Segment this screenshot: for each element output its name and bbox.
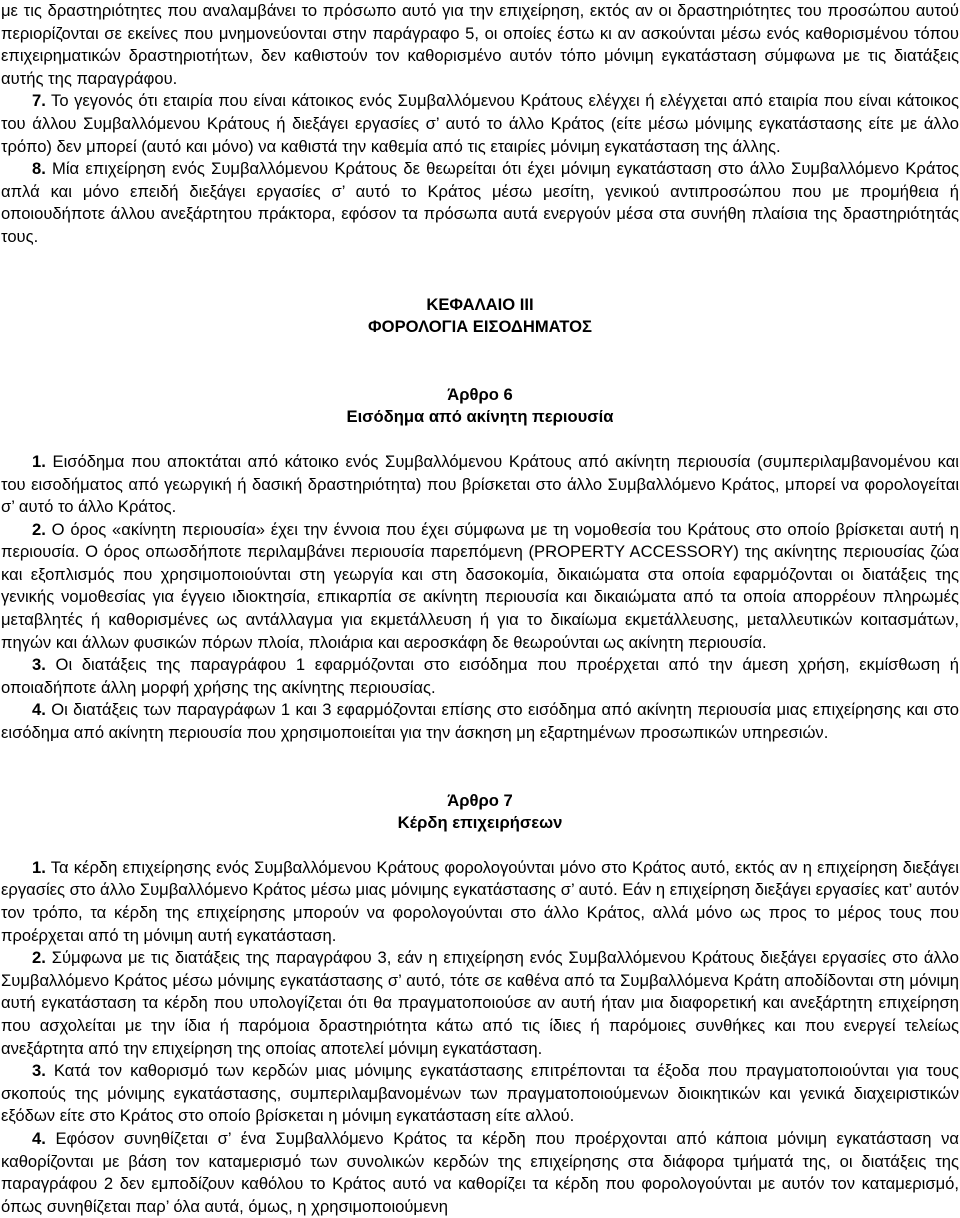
chapter-number: ΚΕΦΑΛΑΙΟ ΙΙΙ xyxy=(426,294,534,314)
paragraph-text: Μία επιχείρηση ενός Συμβαλλόμενου Κράτους δε θεωρείται ότι έχει μόνιμη εγκατάσταση στο άλλο Συμβαλλόμενο Κράτος απλά και μόνο επειδή διεξάγει εργασίες σ’ αυτό το Κράτος μέσω μεσίτη, γενικού αντιπροσώπου που με προμήθεια ή οποιουδήποτε άλλου ανεξάρτητου πράκτορα, εφόσον τα πρόσωπα αυτά ενεργούν μέσα στα συνήθη πλαίσια της δραστηριότητάς τους. xyxy=(1,159,959,246)
paragraph-number: 3. xyxy=(32,1061,46,1081)
paragraph-text: Το γεγονός ότι εταιρία που είναι κάτοικος ενός Συμβαλλόμενου Κράτους ελέγχει ή ελέγχεται από εταιρία που είναι κάτοικος του άλλου Συμβαλλόμενου Κράτους ή διεξάγει εργασίες σ’ αυτό το άλλο Κράτος (είτε μέσω μόνιμης εγκατάστασης είτε με άλλο τρόπο) δεν μπορεί (αυτό και μόνο) να καθιστά την καθεμία από τις εταιρίες μόνιμη εγκατάσταση της άλλης. xyxy=(1,91,959,156)
paragraph-7 xyxy=(1,90,959,158)
chapter-title: ΦΟΡΟΛΟΓΙΑ ΕΙΣΟΔΗΜΑΤΟΣ xyxy=(368,317,592,337)
spacer xyxy=(1,745,959,790)
article-7-paragraph-1 xyxy=(1,857,959,947)
paragraph-number: 4. xyxy=(32,700,46,720)
article-6-number: Άρθρο 6 xyxy=(447,384,513,404)
paragraph-text: Εφόσον συνηθίζεται σ’ ένα Συμβαλλόμενο Κράτος τα κέρδη που προέρχονται από κάποια μόνιμη εγκατάσταση να καθορίζονται με βάση τον καταμερισμό των συνολικών κερδών της επιχείρησης στα διάφορα τμήματά της, οι διατάξεις της παραγράφου 2 δεν εμποδίζουν καθόλου το Κράτος αυτό να καθορίζει τα κέρδη που φορολογούνται με αυτόν τον καταμερισμό, όπως συνηθίζεται παρ’ όλα αυτά, όμως, η χρησιμοποιούμενη xyxy=(1,1128,959,1216)
article-6-title: Εισόδημα από ακίνητη περιουσία xyxy=(346,407,614,427)
paragraph-text: Οι διατάξεις της παραγράφου 1 εφαρμόζονται στο εισόδημα που προέρχεται από την άμεση χρήση, εκμίσθωση ή οποιαδήποτε άλλη μορφή χρήσης της ακίνητης περιουσίας. xyxy=(1,655,959,697)
article-7-title: Κέρδη επιχειρήσεων xyxy=(397,813,563,833)
article-6-paragraph-4 xyxy=(1,699,959,744)
article-7-paragraph-4 xyxy=(1,1128,959,1218)
spacer xyxy=(1,249,959,294)
paragraph-text: Κατά τον καθορισμό των κερδών μιας μόνιμης εγκατάστασης επιτρέπονται τα έξοδα που πραγματοποιούνται για τους σκοπούς της μόνιμης εγκατάστασης, συμπεριλαμβανομένων των πραγματοποιούμενων διοικητικών και γενικά διαχειριστικών εξόδων είτε στο Κράτος στο οποίο βρίσκεται η μόνιμη εγκατάσταση είτε αλλού. xyxy=(1,1061,959,1126)
paragraph-number: 2. xyxy=(32,948,46,968)
paragraph-number: 7. xyxy=(32,91,46,111)
paragraph-8 xyxy=(1,158,959,248)
paragraph-number: 8. xyxy=(32,159,46,179)
paragraph-number: 1. xyxy=(32,857,46,877)
spacer xyxy=(1,835,959,857)
paragraph-number: 2. xyxy=(32,519,46,539)
paragraph-text: Ο όρος «ακίνητη περιουσία» έχει την έννοια που έχει σύμφωνα με τη νομοθεσία του Κράτους στο οποίο βρίσκεται αυτή η περιουσία. Ο όρος οπωσδήποτε περιλαμβάνει περιουσία παρεπόμενη (PROPERTY ACCESSORY) της ακίνητης περιουσίας ζώα και εξοπλισμός που χρησιμοποιούνται στη γεωργία και στη δασοκομία, δικαιώματα στα οποία εφαρμόζονται οι διατάξεις της γενικής νομοθεσίας για έγγειο ιδιοκτησία, επικαρπία σε ακίνητη περιουσία και δικαιώματα από τα οποία απορρέουν πληρωμές μεταβλητές ή καθορισμένες ως αντάλλαγμα για εκμετάλλευση ή για το δικαίωμα εκμετάλλευσης, μεταλλευτικών κοιτασμάτων, πηγών και άλλων φυσικών πόρων πλοία, πλοιάρια και αεροσκάφη δε θεωρούνται ως ακίνητη περιουσία. xyxy=(1,519,959,652)
article-7-paragraph-3 xyxy=(1,1060,959,1128)
article-6-paragraph-3 xyxy=(1,654,959,699)
article-7-paragraph-2 xyxy=(1,947,959,1060)
paragraph-text: Εισόδημα που αποκτάται από κάτοικο ενός Συμβαλλόμενου Κράτους από ακίνητη περιουσία (συμπεριλαμβανομένου και του εισοδήματος από γεωργική ή δασική δραστηριότητα) που βρίσκεται στο άλλο Συμβαλλόμενο Κράτος, μπορεί να φορολογείται σ’ αυτό το άλλο Κράτος. xyxy=(1,451,959,517)
paragraph-text: Σύμφωνα με τις διατάξεις της παραγράφου 3, εάν η επιχείρηση ενός Συμβαλλόμενου Κράτους διεξάγει εργασίες στο άλλο Συμβαλλόμενο Κράτος μέσω μόνιμης εγκατάστασης σ’ αυτό, τότε σε καθένα από τα Συμβαλλόμενα Κράτη αποδίδονται στη μόνιμη αυτή εγκατάσταση τα κέρδη που υπολογίζεται ότι θα πραγματοποιούσε αν αυτή ήταν μια διαφορετική και ανεξάρτητη επιχείρηση που ασχολείται με την ίδια ή παρόμοια δραστηριότητα κάτω από τις ίδιες ή παρόμοιες συνθήκες και που ενεργεί τελείως ανεξάρτητα από την επιχείρηση της οποίας αποτελεί μόνιμη εγκατάσταση. xyxy=(1,948,959,1058)
article-6-paragraph-2 xyxy=(1,519,959,655)
spacer xyxy=(1,429,959,451)
paragraph-number: 1. xyxy=(32,451,46,471)
paragraph-text: Οι διατάξεις των παραγράφων 1 και 3 εφαρμόζονται επίσης στο εισόδημα από ακίνητη περιουσία μιας επιχείρησης και στο εισόδημα από ακίνητη περιουσία που χρησιμοποιείται για την άσκηση μη εξαρτημένων προσωπικών υπηρεσιών. xyxy=(1,700,959,743)
intro-paragraph: με τις δραστηριότητες που αναλαμβάνει το πρόσωπο αυτό για την επιχείρηση, εκτός αν οι δραστηριότητες του προσώπου αυτού περιορίζονται σε εκείνες που μνημονεύονται στην παράγραφο 5, οι οποίες έστω κι αν ασκούνται μέσω ενός καθορισμένου τόπου επιχειρηματικών δραστηριοτήτων, δεν καθιστούν τον καθορισμένο αυτόν τόπο μόνιμη εγκατάσταση σύμφωνα με τις διατάξεις αυτής της παραγράφου. xyxy=(1,1,959,88)
paragraph-text: Τα κέρδη επιχείρησης ενός Συμβαλλόμενου Κράτους φορολογούνται μόνο στο Κράτος αυτό, εκτός αν η επιχείρηση διεξάγει εργασίες στο άλλο Συμβαλλόμενο Κράτος μέσω μιας μόνιμης εγκατάστασης σ’ αυτό. Εάν η επιχείρηση διεξάγει εργασίες κατ’ αυτόν τον τρόπο, τα κέρδη της επιχείρησης μπορούν να φορολογούνται στο άλλο Κράτος, αλλά μόνο ως προς το μέρος τους που προέρχεται από τη μόνιμη αυτή εγκατάσταση. xyxy=(1,857,959,945)
spacer xyxy=(1,339,959,384)
article-6-paragraph-1 xyxy=(1,451,959,519)
paragraph-number: 4. xyxy=(32,1128,46,1148)
paragraph-number: 3. xyxy=(32,655,46,675)
article-7-number: Άρθρο 7 xyxy=(447,790,513,810)
